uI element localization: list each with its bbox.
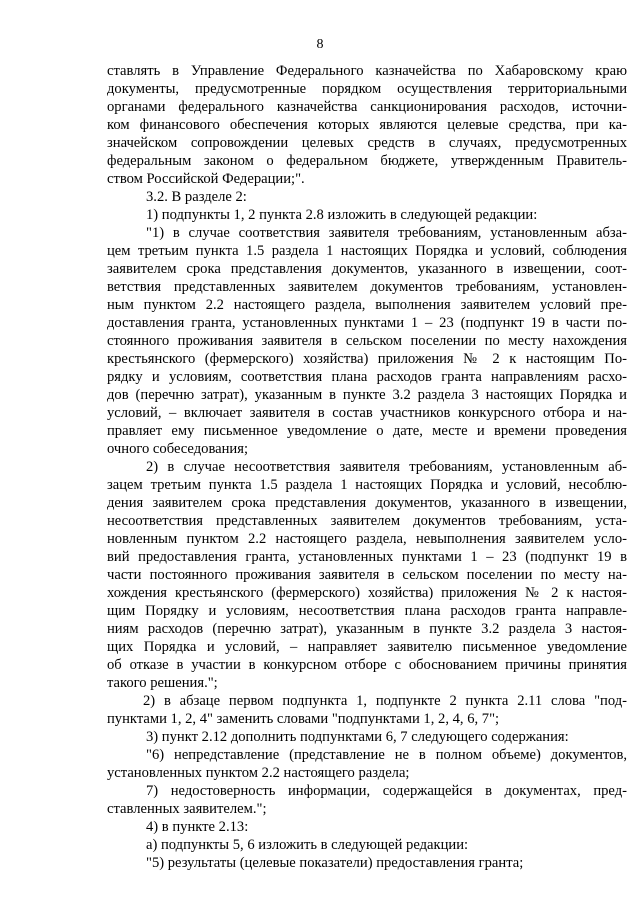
text-line: 2) в случае несоответствия заявителя требованиям, установленным аб- <box>146 459 627 475</box>
text-line: а) подпункты 5, 6 изложить в следующей редакции: <box>146 837 469 853</box>
text-line: части постоянного проживания заявителя в сельском поселении по месту на- <box>107 567 627 583</box>
text-line: ным пунктом 2.2 настоящего раздела, выполнения заявителем условий пре- <box>107 297 627 313</box>
text-line: правляет ему письменное уведомление о дате, месте и времени проведения <box>107 423 627 439</box>
text-line: ставленных заявителем."; <box>107 801 267 817</box>
text-line: федеральным законом о федеральном бюджете, утвержденным Правитель- <box>107 153 627 169</box>
text-line: 4) в пункте 2.13: <box>146 819 249 835</box>
text-line: дения заявителем срока представления документов, указанного в извещении, <box>107 495 627 511</box>
text-line: зацем третьим пункта 1.5 раздела 1 настоящих Порядка и условий, несоблю- <box>107 477 627 493</box>
text-line: цем третьим пункта 1.5 раздела 1 настоящих Порядка и условий, соблюдения <box>107 243 627 259</box>
text-line: ниям расходов (перечню затрат), указанным в пункте 3.2 раздела 3 настоя- <box>107 621 627 637</box>
text-line: документы, предусмотренные порядком осуществления территориальными <box>107 81 627 97</box>
text-line: ветствия представленных заявителем документов требованиям, установлен- <box>107 279 627 295</box>
text-line: ком финансового обеспечения которых являются целевые средства, при ка- <box>107 117 627 133</box>
text-line: хождения крестьянского (фермерского) хозяйства) приложения № 2 к настоя- <box>107 585 627 601</box>
page-number: 8 <box>316 37 324 52</box>
text-line: "6) непредставление (представление не в полном объеме) документов, <box>146 747 627 763</box>
text-line: пунктами 1, 2, 4" заменить словами "подпунктами 1, 2, 4, 6, 7"; <box>107 711 500 727</box>
text-line: дов (перечню затрат), указанным в пункте 3.2 раздела 3 настоящих Порядка и <box>107 387 627 403</box>
text-line: "5) результаты (целевые показатели) предоставления гранта; <box>146 855 524 871</box>
text-line: ставлять в Управление Федерального казначейства по Хабаровскому краю <box>107 63 627 79</box>
text-line: значейском сопровождении целевых средств в случаях, предусмотренных <box>107 135 627 151</box>
text-line: об отказе в участии в конкурсном отборе с обоснованием причины принятия <box>107 657 627 673</box>
text-line: рядку и условиям, соответствия плана расходов гранта направлениям расхо- <box>107 369 627 385</box>
section-heading: 3.2. В разделе 2: <box>146 189 247 205</box>
text-line: "1) в случае соответствия заявителя требованиям, установленным абза- <box>146 225 627 241</box>
text-line: установленных пунктом 2.2 настоящего раздела; <box>107 765 410 781</box>
text-line: условий, – включает заявителя в состав участников конкурсного отбора и на- <box>107 405 627 421</box>
text-line: крестьянского (фермерского) хозяйства) приложения № 2 к настоящим По- <box>107 351 627 367</box>
text-line: щим Порядку и условиям, несоответствия плана расходов гранта направле- <box>107 603 627 619</box>
text-line: 3) пункт 2.12 дополнить подпунктами 6, 7 следующего содержания: <box>146 729 569 745</box>
text-line: ством Российской Федерации;". <box>107 171 305 187</box>
text-line: 7) недостоверность информации, содержащейся в документах, пред- <box>146 783 627 799</box>
text-line: новленным пунктом 2.2 настоящего раздела, невыполнения заявителем усло- <box>107 531 627 547</box>
text-line: органами федерального казначейства санкционирования расходов, источни- <box>107 99 627 115</box>
text-line: доставления гранта, установленных пунктами 1 – 23 (подпункт 19 в части по- <box>107 315 627 331</box>
text-line: 1) подпункты 1, 2 пункта 2.8 изложить в следующей редакции: <box>146 207 538 223</box>
text-line: вий предоставления гранта, установленных пунктами 1 – 23 (подпункт 19 в <box>107 549 627 565</box>
text-line: 2) в абзаце первом подпункта 1, подпункте 2 пункта 2.11 слова "под- <box>143 693 627 709</box>
text-line: очного собеседования; <box>107 441 249 457</box>
text-line: несоответствия представленных заявителем документов требованиям, уста- <box>107 513 627 529</box>
text-line: заявителем срока представления документов, указанного в извещении, соот- <box>107 261 627 277</box>
text-line: щих Порядка и условий, – направляет заявителю письменное уведомление <box>107 639 627 655</box>
text-line: стоянного проживания заявителя в сельском поселении по месту нахождения <box>107 333 627 349</box>
text-line: такого решения."; <box>107 675 218 691</box>
